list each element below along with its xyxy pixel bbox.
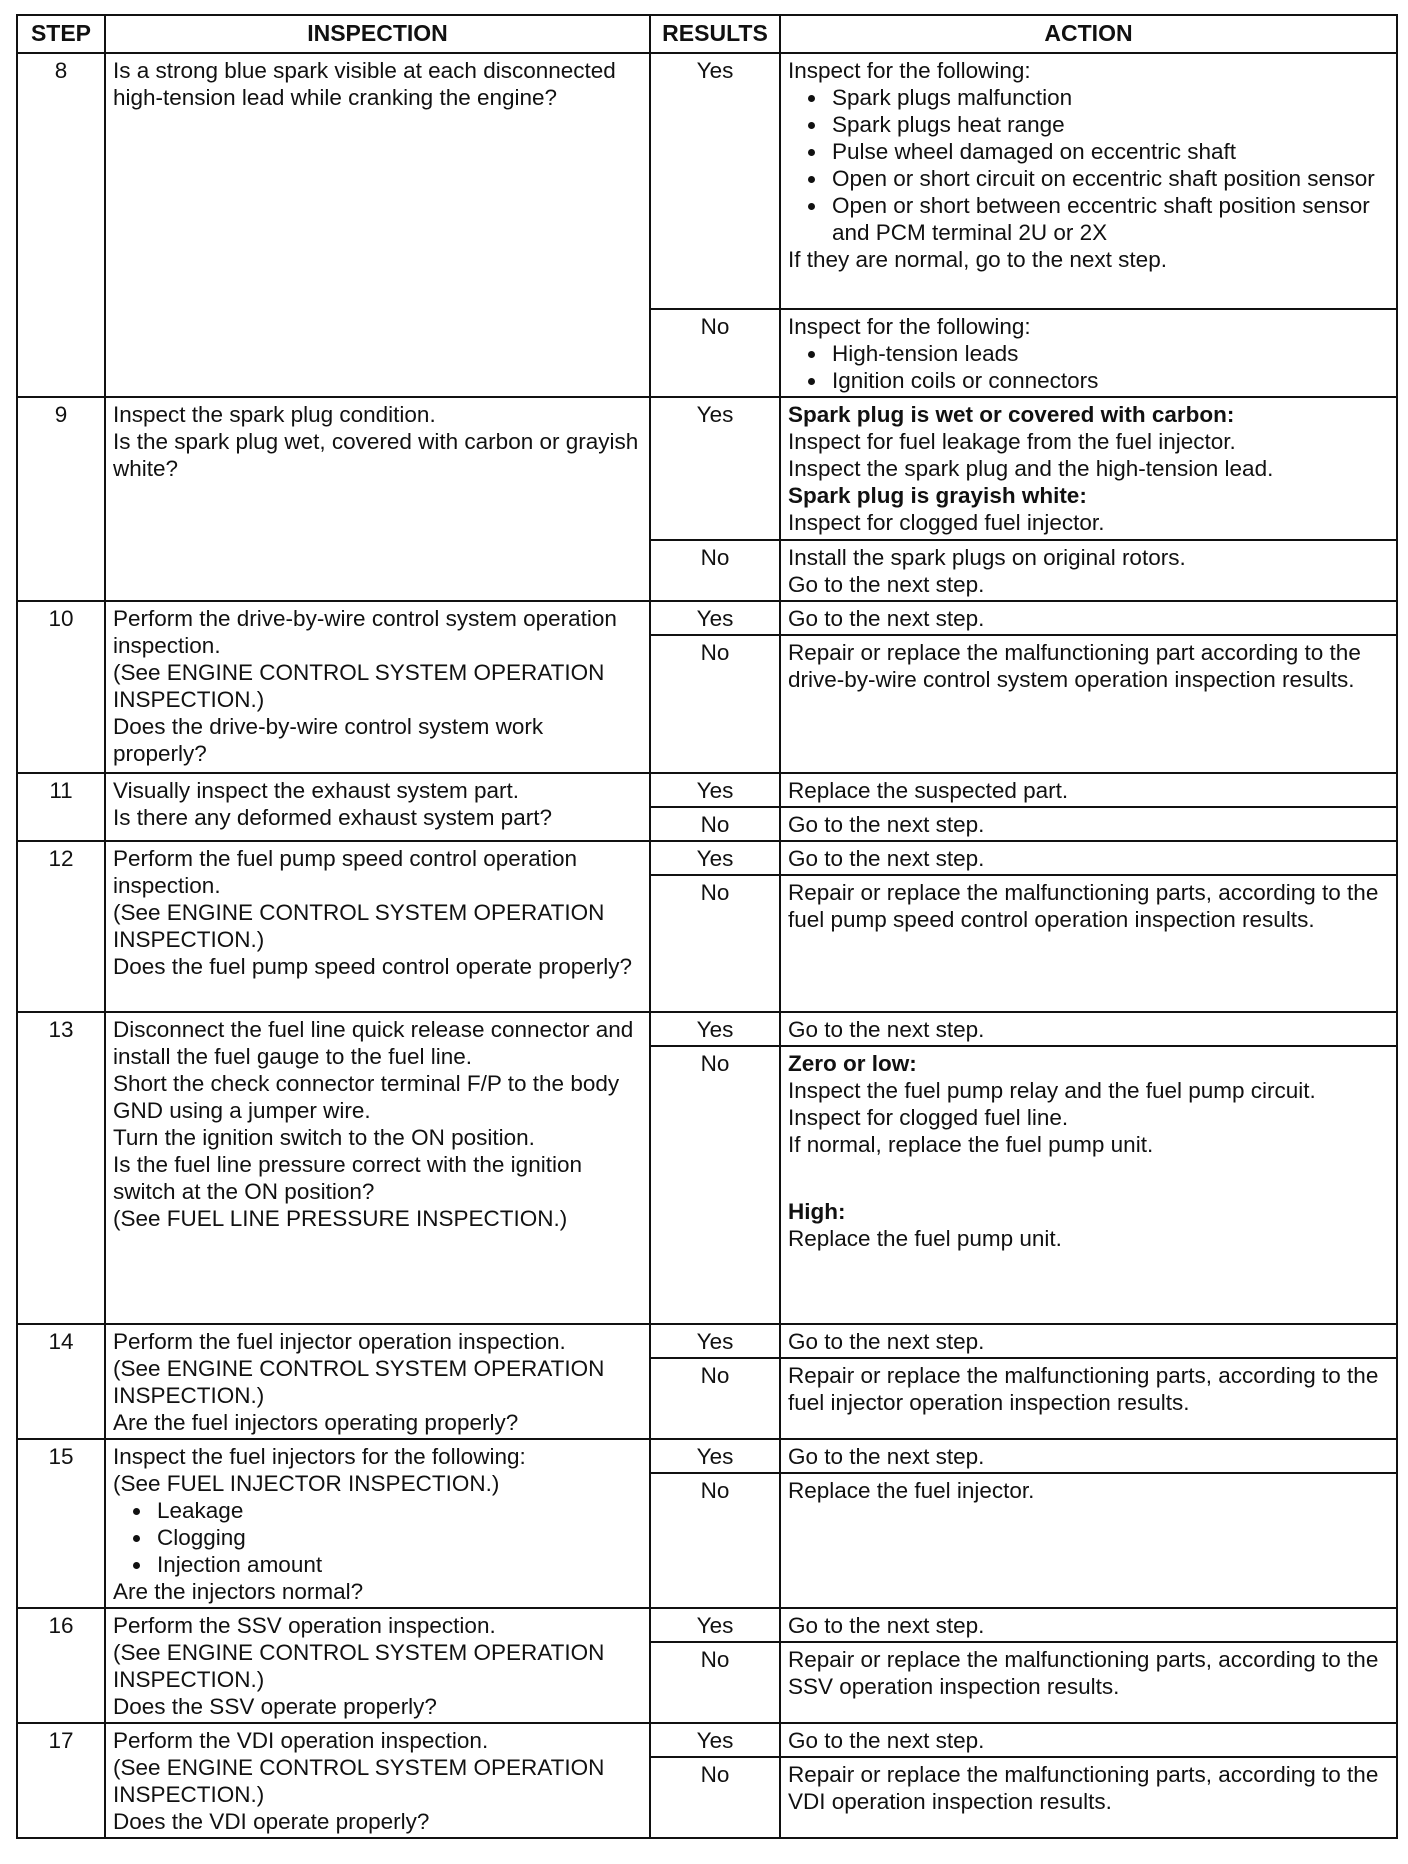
step-16-yes-row <box>17 1608 1397 1642</box>
inspection-text <box>105 1439 650 1608</box>
action-line: Inspect for clogged fuel line. <box>788 1105 1069 1130</box>
action-yes: Go to the next step. <box>780 1723 1397 1757</box>
inspection-line: Perform the fuel injector operation inspection. <box>113 1329 566 1354</box>
action-yes: Replace the suspected part. <box>780 773 1397 807</box>
troubleshooting-sheet <box>16 14 1396 1839</box>
inspection-line: Does the SSV operate properly? <box>113 1694 437 1719</box>
step-15-yes-row <box>17 1439 1397 1473</box>
list-item: • Open or short between eccentric shaft position sensor and PCM terminal 2U or 2X <box>828 192 1389 246</box>
result-no: No <box>650 1358 780 1439</box>
inspection-line: Are the fuel injectors operating properly? <box>113 1410 519 1435</box>
inspection-text <box>105 53 650 397</box>
action-yes <box>780 397 1397 540</box>
list-item: • Spark plugs malfunction <box>828 84 1389 111</box>
step-12-yes-row <box>17 841 1397 875</box>
inspection-line: (See FUEL INJECTOR INSPECTION.) <box>113 1471 500 1496</box>
action-yes: Go to the next step. <box>780 1439 1397 1473</box>
result-yes: Yes <box>650 53 780 309</box>
list-item: • Leakage <box>153 1497 642 1524</box>
action-yes: Go to the next step. <box>780 1324 1397 1358</box>
action-line: Inspect for clogged fuel injector. <box>788 510 1105 535</box>
inspection-text <box>105 1012 650 1324</box>
inspection-text <box>105 397 650 601</box>
inspection-text <box>105 841 650 1012</box>
action-line: Replace the fuel pump unit. <box>788 1226 1062 1251</box>
result-yes: Yes <box>650 1324 780 1358</box>
inspection-line: (See ENGINE CONTROL SYSTEM OPERATION INSPECTION.) <box>113 900 605 952</box>
list-item: • Injection amount <box>153 1551 642 1578</box>
list-item: • Ignition coils or connectors <box>828 367 1389 394</box>
action-yes: Go to the next step. <box>780 601 1397 635</box>
action-no: Repair or replace the malfunctioning parts, according to the fuel injector operation inspection results. <box>780 1358 1397 1439</box>
list-item: • High-tension leads <box>828 340 1389 367</box>
action-yes <box>780 53 1397 309</box>
inspection-line: (See FUEL LINE PRESSURE INSPECTION.) <box>113 1206 568 1231</box>
inspection-line: Perform the VDI operation inspection. <box>113 1728 489 1753</box>
inspection-line: Inspect the fuel injectors for the following: <box>113 1444 526 1469</box>
header-inspection: INSPECTION <box>105 15 650 53</box>
inspection-text <box>105 773 650 841</box>
list-item: • Clogging <box>153 1524 642 1551</box>
inspection-line: Turn the ignition switch to the ON position. <box>113 1125 535 1150</box>
inspection-text <box>105 1723 650 1838</box>
action-line: Inspect the fuel pump relay and the fuel pump circuit. <box>788 1078 1316 1103</box>
result-no: No <box>650 540 780 601</box>
result-no: No <box>650 1757 780 1838</box>
step-number: 14 <box>17 1324 105 1439</box>
step-number: 13 <box>17 1012 105 1324</box>
action-yes: Go to the next step. <box>780 841 1397 875</box>
inspection-line: Is a strong blue spark visible at each disconnected high-tension lead while cranking the engine? <box>113 58 616 110</box>
action-no: Go to the next step. <box>780 807 1397 841</box>
step-10-yes-row <box>17 601 1397 635</box>
inspection-line: (See ENGINE CONTROL SYSTEM OPERATION INSPECTION.) <box>113 1356 605 1408</box>
step-17-yes-row <box>17 1723 1397 1757</box>
inspection-line: (See ENGINE CONTROL SYSTEM OPERATION INSPECTION.) <box>113 1755 605 1807</box>
spacer <box>788 1158 1389 1198</box>
inspection-line: Visually inspect the exhaust system part. <box>113 778 520 803</box>
inspection-line: Are the injectors normal? <box>113 1579 364 1604</box>
step-8-yes-row <box>17 53 1397 309</box>
action-line: Inspect the spark plug and the high-tension lead. <box>788 456 1274 481</box>
result-yes: Yes <box>650 1012 780 1046</box>
action-no: Repair or replace the malfunctioning parts, according to the SSV operation inspection results. <box>780 1642 1397 1723</box>
diagnostic-table <box>16 14 1398 1839</box>
inspection-text <box>105 1608 650 1723</box>
action-no: Replace the fuel injector. <box>780 1473 1397 1608</box>
action-no <box>780 1046 1397 1324</box>
action-line: If they are normal, go to the next step. <box>788 247 1167 272</box>
header-action: ACTION <box>780 15 1397 53</box>
result-yes: Yes <box>650 1439 780 1473</box>
inspection-line: Disconnect the fuel line quick release connector and install the fuel gauge to the fuel line. <box>113 1017 634 1069</box>
step-number: 8 <box>17 53 105 397</box>
result-no: No <box>650 1642 780 1723</box>
step-13-yes-row <box>17 1012 1397 1046</box>
inspection-line: (See ENGINE CONTROL SYSTEM OPERATION INSPECTION.) <box>113 660 605 712</box>
header-results: RESULTS <box>650 15 780 53</box>
action-line: If normal, replace the fuel pump unit. <box>788 1132 1154 1157</box>
step-number: 15 <box>17 1439 105 1608</box>
action-no: Repair or replace the malfunctioning part according to the drive-by-wire control system operation inspection results. <box>780 635 1397 773</box>
list-item: • Pulse wheel damaged on eccentric shaft <box>828 138 1389 165</box>
action-heading: Spark plug is wet or covered with carbon: <box>788 402 1235 427</box>
inspection-line: Is the fuel line pressure correct with the ignition switch at the ON position? <box>113 1152 582 1204</box>
inspection-text <box>105 1324 650 1439</box>
inspection-line: Does the fuel pump speed control operate properly? <box>113 954 633 979</box>
action-yes: Go to the next step. <box>780 1012 1397 1046</box>
inspection-text <box>105 601 650 773</box>
action-no <box>780 309 1397 397</box>
action-line: Inspect for fuel leakage from the fuel injector. <box>788 429 1236 454</box>
action-line: Inspect for the following: <box>788 314 1031 339</box>
step-number: 10 <box>17 601 105 773</box>
action-bullet-list <box>788 84 1389 246</box>
result-yes: Yes <box>650 397 780 540</box>
inspection-line: (See ENGINE CONTROL SYSTEM OPERATION INSPECTION.) <box>113 1640 605 1692</box>
action-no: Repair or replace the malfunctioning parts, according to the fuel pump speed control operation inspection results. <box>780 875 1397 1012</box>
action-bullet-list <box>788 340 1389 394</box>
action-yes: Go to the next step. <box>780 1608 1397 1642</box>
result-yes: Yes <box>650 773 780 807</box>
header-step: STEP <box>17 15 105 53</box>
action-no: Repair or replace the malfunctioning parts, according to the VDI operation inspection results. <box>780 1757 1397 1838</box>
inspection-line: Does the VDI operate properly? <box>113 1809 430 1834</box>
inspection-line: Does the drive-by-wire control system work properly? <box>113 714 544 766</box>
result-no: No <box>650 807 780 841</box>
action-line: Install the spark plugs on original rotors. <box>788 545 1186 570</box>
result-no: No <box>650 309 780 397</box>
action-heading: Spark plug is grayish white: <box>788 483 1087 508</box>
result-yes: Yes <box>650 1723 780 1757</box>
action-line: Inspect for the following: <box>788 58 1031 83</box>
list-item: • Open or short circuit on eccentric shaft position sensor <box>828 165 1389 192</box>
step-number: 12 <box>17 841 105 1012</box>
result-no: No <box>650 635 780 773</box>
result-yes: Yes <box>650 841 780 875</box>
action-heading: Zero or low: <box>788 1051 917 1076</box>
inspection-line: Perform the SSV operation inspection. <box>113 1613 496 1638</box>
inspection-line: Perform the drive-by-wire control system operation inspection. <box>113 606 617 658</box>
action-line: Go to the next step. <box>788 572 985 597</box>
inspection-bullet-list <box>113 1497 642 1578</box>
header-row <box>17 15 1397 53</box>
step-11-yes-row <box>17 773 1397 807</box>
action-no <box>780 540 1397 601</box>
list-item: • Spark plugs heat range <box>828 111 1389 138</box>
inspection-line: Inspect the spark plug condition. <box>113 402 436 427</box>
step-14-yes-row <box>17 1324 1397 1358</box>
inspection-line: Is the spark plug wet, covered with carbon or grayish white? <box>113 429 639 481</box>
action-heading: High: <box>788 1199 846 1224</box>
result-no: No <box>650 875 780 1012</box>
result-no: No <box>650 1046 780 1324</box>
result-yes: Yes <box>650 601 780 635</box>
step-number: 16 <box>17 1608 105 1723</box>
step-number: 11 <box>17 773 105 841</box>
step-number: 9 <box>17 397 105 601</box>
result-yes: Yes <box>650 1608 780 1642</box>
result-no: No <box>650 1473 780 1608</box>
step-9-yes-row <box>17 397 1397 540</box>
inspection-line: Perform the fuel pump speed control operation inspection. <box>113 846 578 898</box>
inspection-line: Is there any deformed exhaust system part? <box>113 805 552 830</box>
inspection-line: Short the check connector terminal F/P to the body GND using a jumper wire. <box>113 1071 620 1123</box>
step-number: 17 <box>17 1723 105 1838</box>
